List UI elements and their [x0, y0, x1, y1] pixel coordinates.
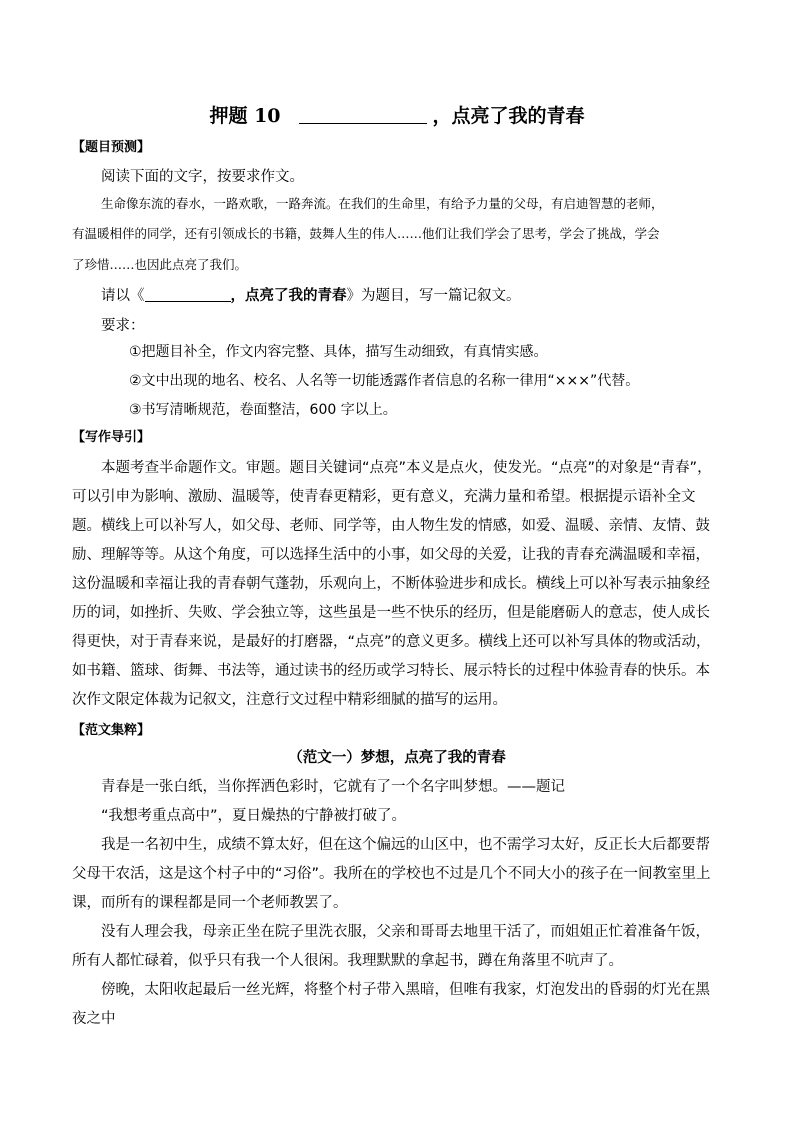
task-prefix: 请以《: [101, 288, 145, 304]
requirements-label: 要求：: [101, 318, 145, 334]
sample-essay-title: （范文一）梦想，点亮了我的青春: [288, 750, 506, 766]
task-suffix: 》为题目，写一篇记叙文。: [346, 288, 521, 304]
page-title: [0, 103, 794, 129]
task-blank-line: [145, 287, 231, 302]
title-suffix: ，点亮了我的青春: [432, 105, 585, 127]
sample-paragraph-5: 傍晚，太阳收起最后一丝光辉，将整个村子带入黑暗，但唯有我家，灯泡发出的昏弱的灯光在黑夜之中: [72, 982, 710, 1027]
title-blank-line: [299, 105, 427, 124]
material-line-2: 有温暖相伴的同学，还有引领成长的书籍，鼓舞人生的伟人……他们让我们学会了思考，学会了挑战，学会: [72, 226, 660, 241]
writing-task: [72, 282, 724, 311]
section-heading-predict: 【题目预测】: [72, 140, 151, 155]
sample-paragraph-3: 我是一名初中生，成绩不算太好，但在这个偏远的山区中，也不需学习太好，反正长大后都要帮父母干农活，这是这个村子中的“习俗”。我所在的学校也不过是几个不同大小的孩子在一间教室里上课，而所有的课程都是同一个老师教罢了。: [72, 837, 711, 911]
sample-paragraph-2: “我想考重点高中”，夏日燥热的宁静被打破了。: [101, 808, 407, 824]
sample-paragraph-1: 青春是一张白纸，当你挥洒色彩时，它就有了一个名字叫梦想。——题记: [101, 779, 565, 795]
task-title: ，点亮了我的青春: [230, 288, 347, 304]
guide-paragraph: 本题考查半命题作文。审题。题目关键词“点亮”本义是点火，使发光。“点亮”的对象是“青春”，可以引申为影响、激励、温暖等，使青春更精彩，更有意义，充满力量和希望。根据提示语补全文题。横线上可以补写人，如父母、老师、同学等，由人物生发的情感，如爱、温暖、亲情、友情、鼓励、理解等等。从这个角度，可以选择生活中的小事，如父母的关爱，让我的青春充满温暖和幸福，这份温暖和幸福让我的青春朝气蓬勃，乐观向上，不断体验进步和成长。横线上可以补写表示抽象经历的词，如挫折、失败、学会独立等，这些虽是一些不快乐的经历，但是能磨砺人的意志，使人成长得更快，对于青春来说，是最好的打磨器，“点亮”的意义更多。横线上还可以补写具体的物或活动，如书籍、篮球、街舞、书法等，通过读书的经历或学习特长、展示特长的过程中体验青春的快乐。本次作文限定体裁为记叙文，注意行文过程中精彩细腻的描写的运用。: [72, 460, 712, 708]
prompt-intro: 阅读下面的文字，按要求作文。: [101, 169, 304, 185]
material-line-1: 生命像东流的春水，一路欢歌，一路奔流。在我们的生命里，有给予力量的父母，有启迪智慧的老师，: [101, 196, 664, 211]
section-heading-guide: 【写作导引】: [72, 430, 151, 445]
title-prefix: 押题 10: [209, 105, 281, 127]
sample-paragraph-4: 没有人理会我，母亲正坐在院子里洗衣服，父亲和哥哥去地里干活了，而姐姐正忙着准备午饭，所有人都忙碌着，似乎只有我一个人很闲。我理默默的拿起书，蹲在角落里不吭声了。: [72, 924, 710, 969]
requirement-3: ③书写清晰规范，卷面整洁，600 字以上。: [129, 402, 397, 418]
requirement-2: ②文中出现的地名、校名、人名等一切能透露作者信息的名称一律用“×××”代替。: [129, 373, 640, 389]
material-line-3: 了珍惜……也因此点亮了我们。: [72, 257, 248, 272]
requirement-1: ①把题目补全，作文内容完整、具体，描写生动细致，有真情实感。: [129, 344, 548, 360]
section-heading-samples: 【范文集粹】: [72, 723, 151, 738]
